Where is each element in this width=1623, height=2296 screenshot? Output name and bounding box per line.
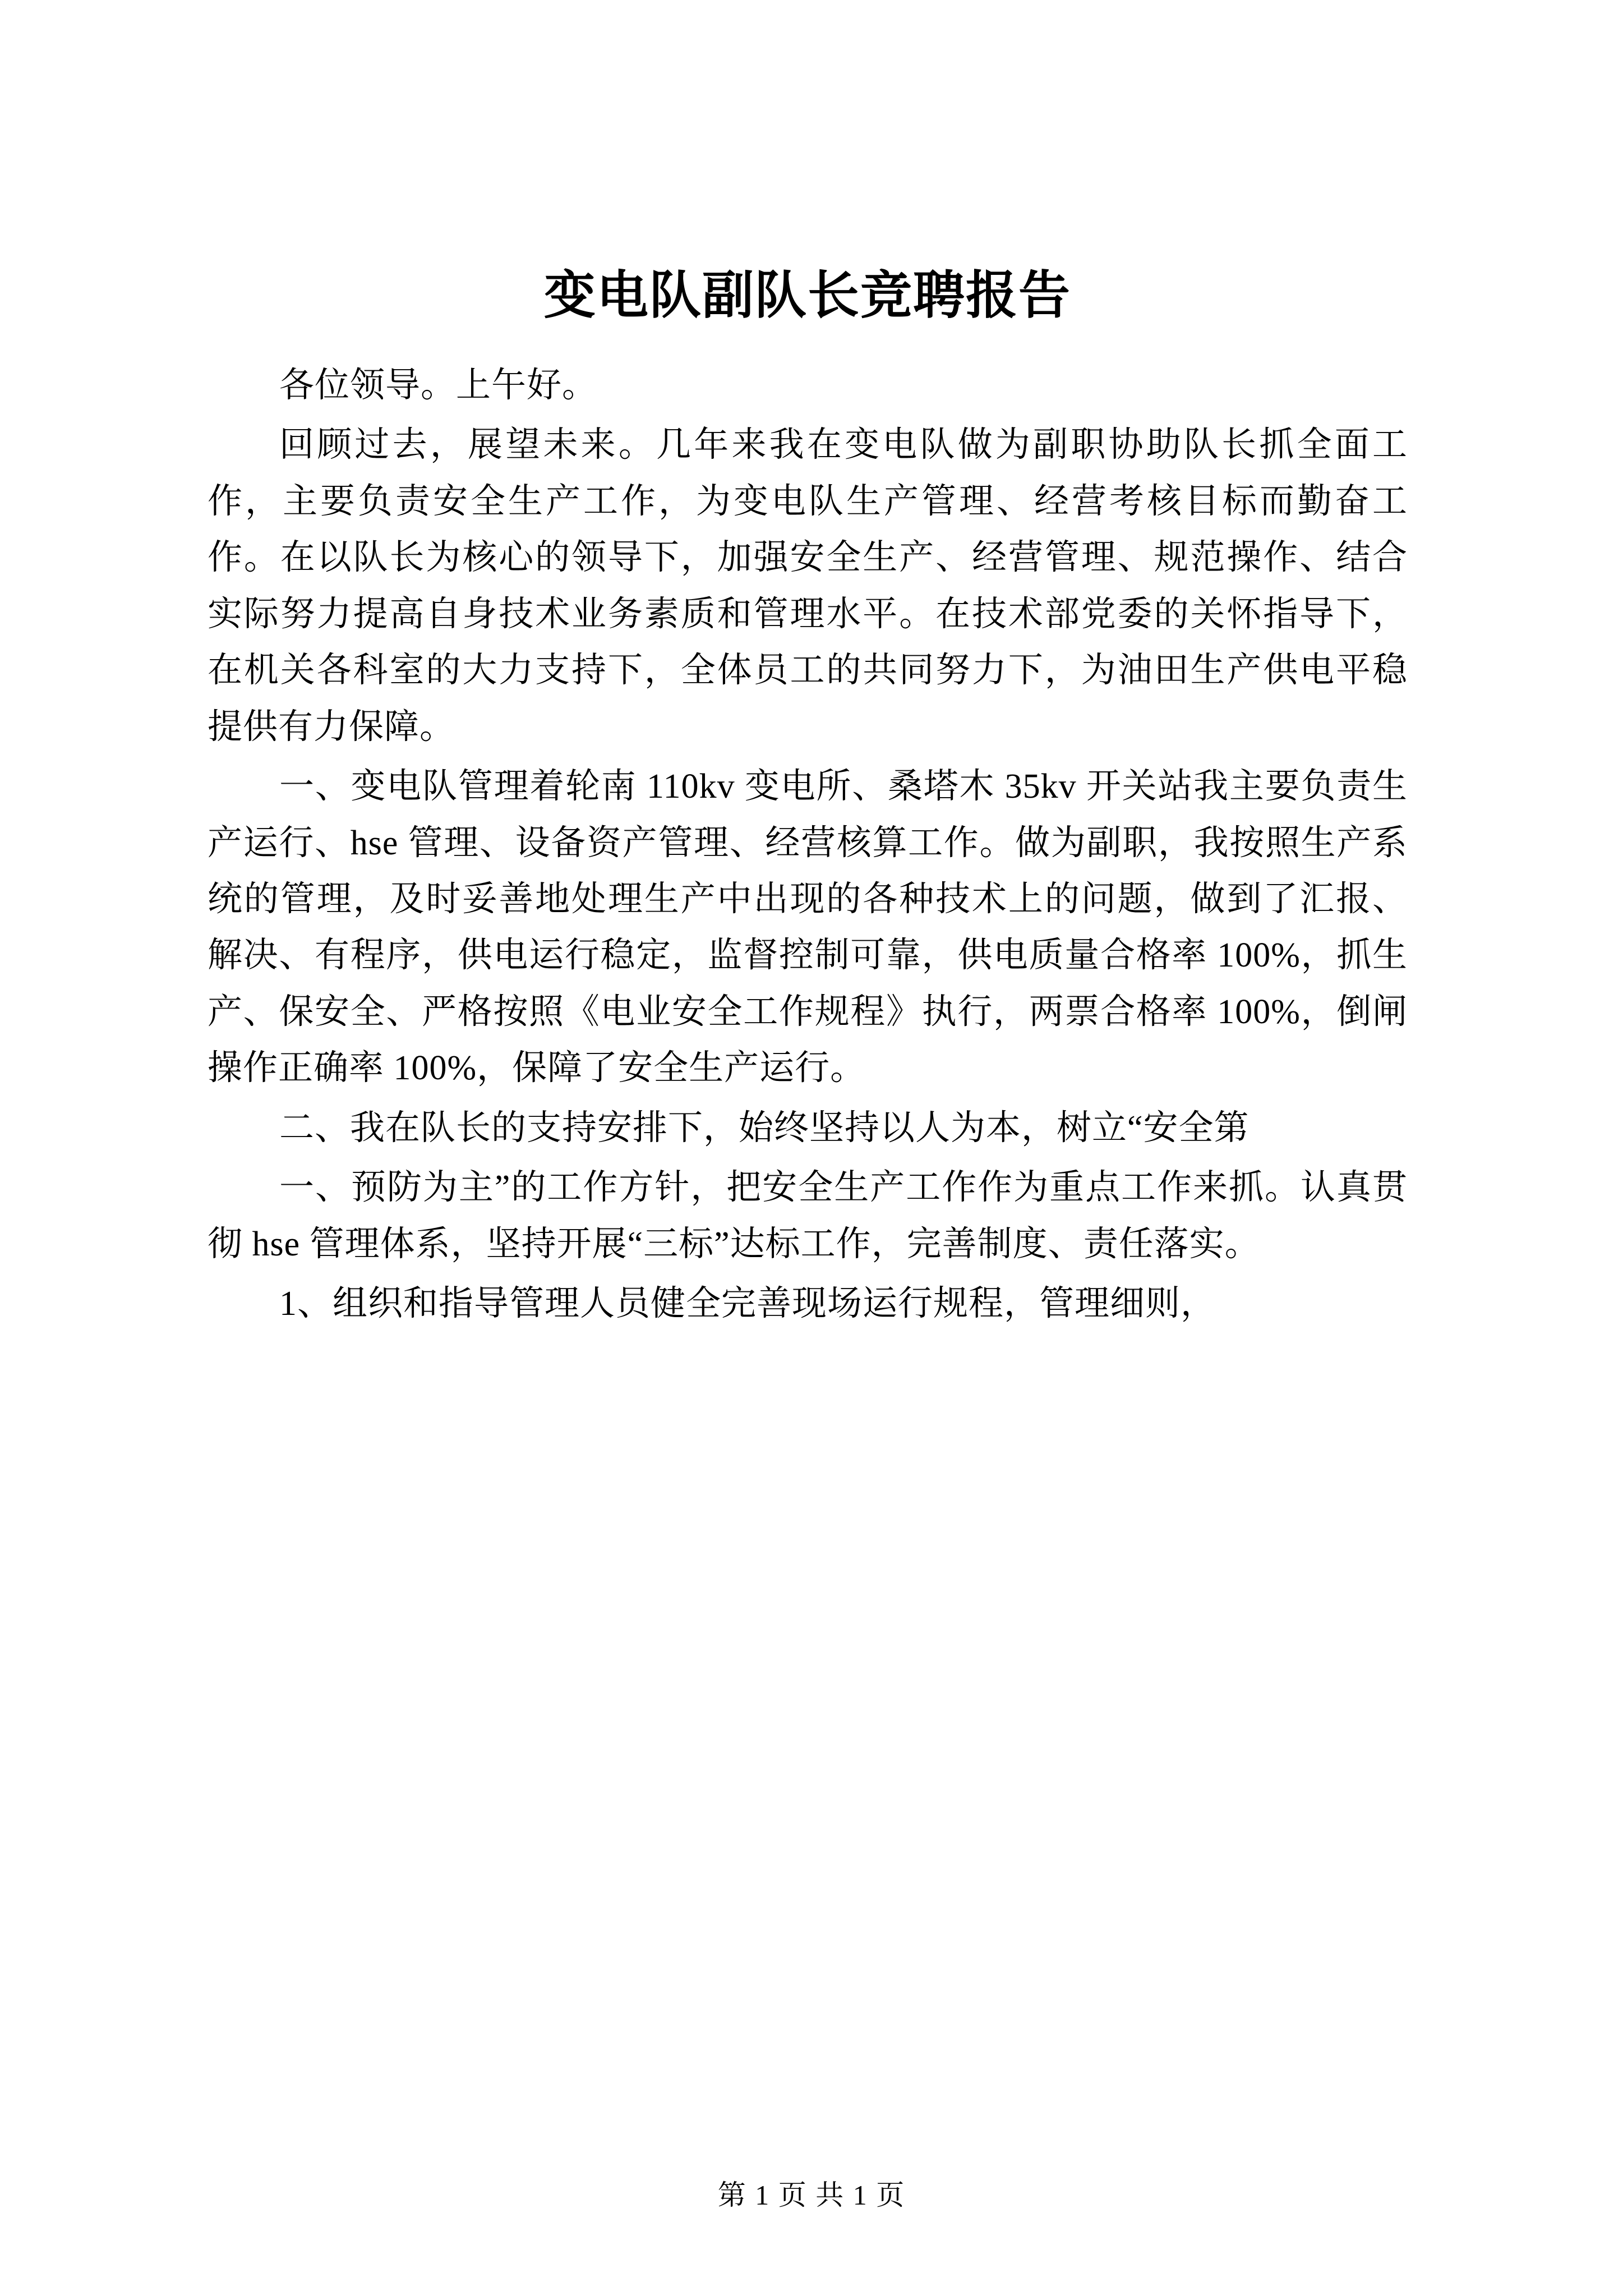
paragraph-1: 各位领导。上午好。 xyxy=(279,366,598,404)
paragraph-4: 二、我在队长的支持安排下，始终坚持以人为本，树立“安全第 xyxy=(279,1108,1249,1147)
paragraph-3: 一、变电队管理着轮南 110kv 变电所、桑塔木 35kv 开关站我主要负责生产运行、hse 管理、设备资产管理、经营核算工作。做为副职，我按照生产系统的管理，及时妥善地处理生产中出现的各种技术上的问题，做到了汇报、解决、有程序，供电运行稳定，监督控制可靠，供电质量合格率 100%，抓生产、保安全、严格按照《电业安全工作规程》执行，两票合格率 100%，倒闸操作正确率 100%，保障了安全生产运行。 xyxy=(208,767,1408,1088)
paragraph-2: 回顾过去，展望未来。几年来我在变电队做为副职协助队长抓全面工作，主要负责安全生产工作，为变电队生产管理、经营考核目标而勤奋工作。在以队长为核心的领导下，加强安全生产、经营管理、规范操作、结合实际努力提高自身技术业务素质和管理水平。在技术部党委的关怀指导下，在机关各科室的大力支持下，全体员工的共同努力下，为油田生产供电平稳提供有力保障。 xyxy=(208,426,1408,746)
paragraph-5: 一、预防为主”的工作方针，把安全生产工作作为重点工作来抓。认真贯彻 hse 管理体系，坚持开展“三标”达标工作，完善制度、责任落实。 xyxy=(208,1168,1408,1263)
document-body xyxy=(208,264,1408,1335)
page-title: 变电队副队长竞聘报告 xyxy=(543,267,1071,324)
page-footer: 第 1 页 共 1 页 xyxy=(717,2179,906,2211)
paragraph-6: 1、组织和指导管理人员健全完善现场运行规程，管理细则， xyxy=(279,1285,1216,1323)
